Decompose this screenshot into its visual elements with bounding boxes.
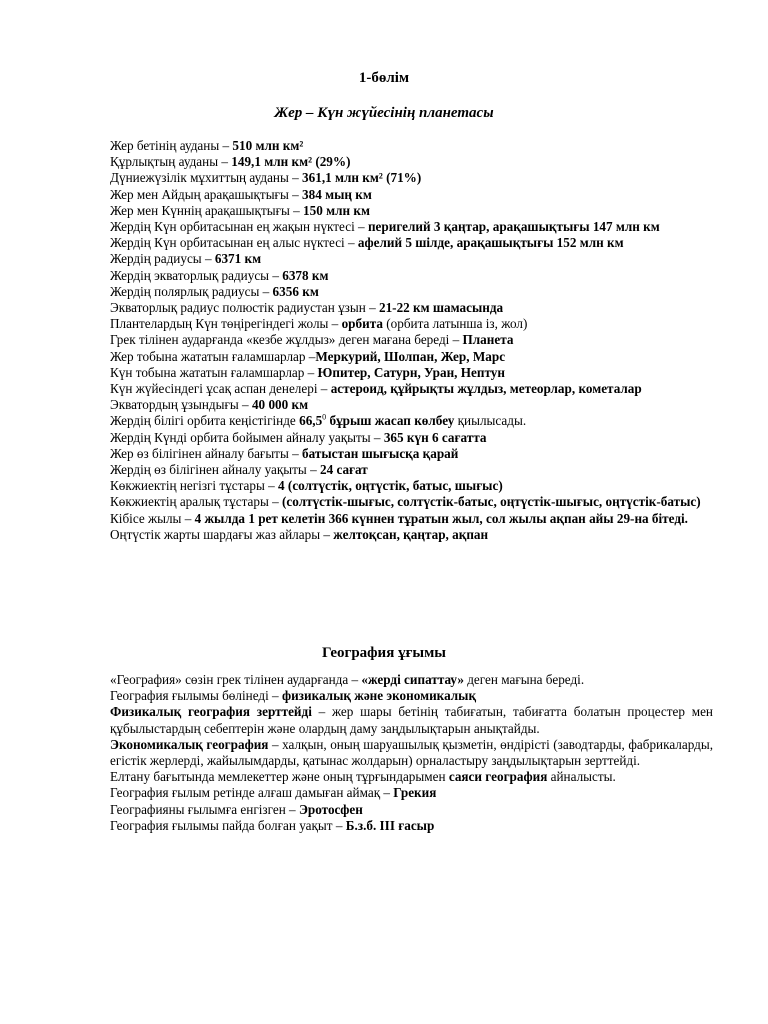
- fact-line: [110, 138, 713, 154]
- fact-value: 150 млн км: [303, 202, 370, 218]
- fact-line: [110, 300, 713, 316]
- geo-value: Б.з.б. III ғасыр: [345, 817, 435, 833]
- fact-line: [110, 413, 713, 429]
- geo-line: [110, 704, 713, 736]
- fact-value: желтоқсан, қаңтар, ақпан: [333, 526, 489, 542]
- fact-line: [110, 219, 713, 235]
- fact-value: 6378 км: [282, 267, 329, 283]
- fact-label: Күн тобына жататын ғаламшарлар –: [110, 364, 318, 380]
- fact-label: Оңтүстік жарты шардағы жаз айлары –: [110, 526, 334, 542]
- page-title: Жер – Күн жүйесінің планетасы: [274, 105, 494, 121]
- fact-line: [110, 268, 713, 284]
- geography-list: [110, 672, 713, 834]
- fact-label: Күн жүйесіндегі ұсақ аспан денелері –: [110, 381, 331, 397]
- fact-line: [110, 446, 713, 462]
- fact-label: Грек тілінен аударғанда «кезбе жұлдыз» деген мағана береді –: [110, 332, 463, 348]
- geo-label: «География» сөзін грек тілінен аударғанда –: [110, 672, 362, 687]
- fact-label: Жердің радиусы –: [110, 251, 215, 267]
- fact-line: [110, 494, 713, 510]
- fact-line: [110, 527, 713, 543]
- geo-value: «жерді сипаттау»: [361, 672, 464, 687]
- fact-line: [110, 511, 713, 527]
- geography-section-title: География ұғымы: [321, 645, 447, 661]
- fact-value: афелий 5 шілде, арақашықтығы 152 млн км: [357, 235, 624, 251]
- fact-value: Меркурий, Шолпан, Жер, Марс: [315, 348, 506, 364]
- fact-value: 6356 км: [272, 283, 319, 299]
- fact-note: (орбита латынша із, жол): [382, 316, 528, 332]
- fact-line: [110, 316, 713, 332]
- facts-list: [110, 138, 713, 543]
- geo-value: физикалық және экономикалық: [281, 688, 477, 704]
- fact-value: 361,1 млн км² (71%): [302, 170, 422, 186]
- geo-line: [110, 688, 713, 704]
- fact-line: [110, 478, 713, 494]
- fact-value: Планета: [462, 332, 514, 348]
- fact-label: Жер бетінің ауданы –: [110, 138, 233, 153]
- fact-note: қиылысады.: [454, 413, 527, 429]
- fact-value: 40 000 км: [251, 397, 309, 413]
- degree-superscript: 0: [322, 413, 327, 423]
- fact-label: Жердің полярлық радиусы –: [110, 283, 273, 299]
- geo-note: айналысты.: [547, 769, 616, 785]
- geo-value: Физикалық география зерттейді: [110, 704, 312, 720]
- fact-line: [110, 430, 713, 446]
- geo-value: Грекия: [393, 785, 437, 801]
- fact-line: [110, 203, 713, 219]
- fact-label: Жер өз білігінен айналу бағыты –: [110, 445, 302, 461]
- fact-line: [110, 251, 713, 267]
- fact-value: 6371 км: [214, 251, 262, 267]
- geo-line: [110, 802, 713, 818]
- fact-label: Кібісе жылы –: [110, 510, 195, 526]
- fact-label: Плантелардың Күн төңірегіндегі жолы –: [110, 316, 342, 332]
- fact-label: Жердің Күн орбитасынан ең алыс нүктесі –: [110, 235, 358, 251]
- fact-value: 24 сағат: [319, 462, 368, 478]
- fact-label: Жер мен Айдың арақашықтығы –: [110, 186, 303, 202]
- fact-value: 21-22 км шамасында: [378, 300, 504, 316]
- fact-value: (солтүстік-шығыс, солтүстік-батыс, оңтүстік-шығыс, оңтүстік-батыс): [282, 494, 701, 510]
- fact-line: [110, 170, 713, 186]
- fact-label: Көкжиектің аралық тұстары –: [110, 494, 283, 510]
- fact-value: 365 күн 6 сағатта: [383, 429, 487, 445]
- geo-label: Елтану бағытында мемлекеттер және оның тұрғындарымен: [110, 769, 449, 785]
- fact-value: 384 мың км: [302, 186, 372, 202]
- fact-value: астероид, құйрықты жұлдыз, метеорлар, кометалар: [330, 381, 642, 397]
- geo-note: деген мағына береді.: [463, 672, 585, 687]
- fact-line: [110, 187, 713, 203]
- geo-value: саяси география: [448, 769, 548, 785]
- fact-value: 4 жылда 1 рет келетін 366 күннен тұратын жыл, сол жылы ақпан айы 29-на бітеді.: [194, 510, 688, 526]
- geo-label: Географияны ғылымға енгізген –: [110, 801, 299, 817]
- fact-line: [110, 365, 713, 381]
- fact-value: 66,5: [299, 413, 323, 429]
- fact-value-continued: бұрыш жасап көлбеу: [326, 413, 455, 429]
- geo-note: – жер шары бетінің табиғатын, табиғатта болатын процестер мен құбылыстардың себептерін және олардың даму заңдылықтарын анықтайды.: [110, 704, 713, 736]
- geo-line: [110, 737, 713, 769]
- fact-line: [110, 235, 713, 251]
- fact-label: Жердің Күнді орбита бойымен айналу уақыты –: [110, 429, 384, 445]
- geo-note: – халқын, оның шаруашылық қызметін, өндірісті (заводтарды, фабрикаларды, егістік жерлерді, жайылымдарды, қатынас жолдарын) орналастыру заңдылықтарын зерттейді.: [110, 736, 714, 769]
- fact-label: Жердің экваторлық радиусы –: [110, 267, 283, 283]
- fact-label: Көкжиектің негізгі тұстары –: [110, 478, 279, 494]
- fact-value: 510 млн км²: [232, 138, 304, 153]
- fact-line: [110, 462, 713, 478]
- fact-value: батыстан шығысқа қарай: [302, 445, 459, 461]
- fact-line: [110, 154, 713, 170]
- fact-value: 149,1 млн км² (29%): [231, 154, 351, 170]
- geo-label: География ғылымы пайда болған уақыт –: [110, 817, 346, 833]
- fact-value: перигелий 3 қаңтар, арақашықтығы 147 млн км: [367, 219, 660, 235]
- geo-line: [110, 818, 713, 834]
- fact-label: Экваторлық радиус полюстік радиустан ұзын –: [110, 300, 379, 316]
- fact-value: 4 (солтүстік, оңтүстік, батыс, шығыс): [278, 478, 503, 494]
- fact-label: Жер тобына жататын ғаламшарлар –: [110, 348, 316, 364]
- fact-label: Экватордың ұзындығы –: [110, 397, 252, 413]
- geo-value: Экономикалық география: [110, 736, 269, 752]
- geo-line: [110, 769, 713, 785]
- fact-label: Дүниежүзілік мұхиттың ауданы –: [110, 170, 303, 186]
- fact-label: Жердің білігі орбита кеңістігінде: [110, 413, 300, 429]
- fact-line: [110, 349, 713, 365]
- fact-line: [110, 284, 713, 300]
- fact-line: [110, 397, 713, 413]
- fact-value: Юпитер, Сатурн, Уран, Нептун: [317, 364, 505, 380]
- fact-line: [110, 332, 713, 348]
- section-title: 1-бөлім: [358, 70, 410, 86]
- fact-label: Құрлықтың ауданы –: [110, 154, 232, 170]
- fact-value: орбита: [341, 316, 383, 332]
- fact-label: Жердің Күн орбитасынан ең жақын нүктесі –: [110, 219, 368, 235]
- geo-line: [110, 672, 713, 688]
- geo-line: [110, 785, 713, 801]
- geo-value: Эротосфен: [298, 801, 363, 817]
- fact-line: [110, 381, 713, 397]
- fact-label: Жердің өз білігінен айналу уақыты –: [110, 462, 320, 478]
- fact-label: Жер мен Күннің арақашықтығы –: [110, 202, 304, 218]
- geo-label: География ғылымы бөлінеді –: [110, 688, 282, 704]
- geo-label: География ғылым ретінде алғаш дамыған аймақ –: [110, 785, 394, 801]
